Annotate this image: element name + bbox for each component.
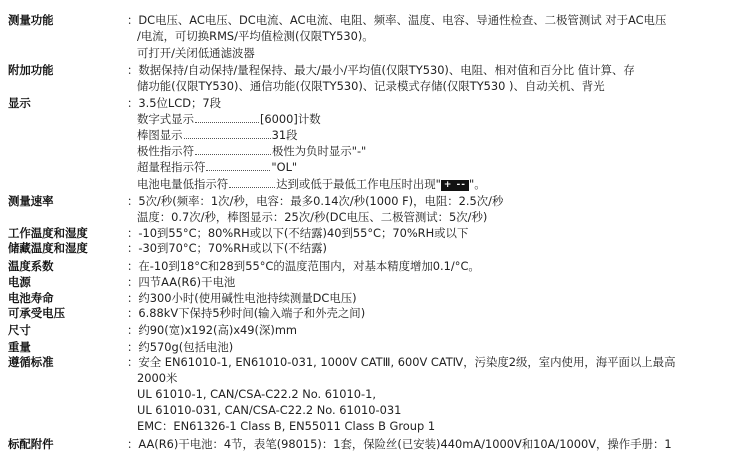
storage-temp-value: ：-30到70°C；70%RH或以下(不结露) <box>127 241 327 255</box>
standards-line-1: ：安全 EN61010-1, EN61010-031, 1000V CATⅢ, 600V CATⅣ，污染度2级，室内使用，海平面以上最高 <box>127 355 676 369</box>
measure-functions-line-3: 可打开/关闭低通滤波器 <box>137 46 255 60</box>
standards-line-5: EMC：EN61326-1 Class B, EN55011 Class B Group 1 <box>137 419 436 433</box>
withstand-voltage-value: ：6.88kV下保持5秒时间(输入端子和外壳之间) <box>127 306 366 320</box>
display-item-polarity <box>137 143 366 159</box>
label-storage-temp: 储藏温度和湿度 <box>8 241 88 255</box>
label-accessories: 标配附件 <box>8 437 54 451</box>
label-withstand-voltage: 可承受电压 <box>8 306 65 320</box>
display-item-name: 棒图显示 <box>137 128 183 142</box>
display-item-suffix: "。 <box>469 177 486 191</box>
label-standards: 遵循标准 <box>8 355 54 369</box>
display-item-name: 电池电量低指示符 <box>137 177 229 191</box>
low-battery-icon: + -- <box>441 180 469 191</box>
battery-life-value: ：约300小时(使用碱性电池持续测量DC电压) <box>127 291 357 305</box>
display-item-name: 超量程指示符 <box>137 160 206 174</box>
leader-dots <box>195 145 271 155</box>
measure-speed-line-2: 温度：0.7次/秒，棒图显示：25次/秒(DC电压、二极管测试：5次/秒) <box>137 210 488 224</box>
display-item-bargraph <box>137 127 297 143</box>
label-measure-speed: 测量速率 <box>8 194 54 208</box>
extra-functions-line-2: 储功能(仅限TY530)、通信功能(仅限TY530)、记录模式存储(仅限TY530 )、自动关机、背光 <box>137 79 605 93</box>
label-battery-life: 电池寿命 <box>8 291 54 305</box>
label-power-supply: 电源 <box>8 275 31 289</box>
display-item-low-battery <box>137 176 486 192</box>
leader-dots <box>229 178 275 188</box>
display-main: ：3.5位LCD；7段 <box>127 96 221 110</box>
accessories-value: ：AA(R6)干电池：4节，表笔(98015)：1套，保险丝(已安装)440mA/1000V和10A/1000V，操作手册：1 <box>127 437 672 451</box>
standards-line-4: UL 61010-031, CAN/CSA-C22.2 No. 61010-031 <box>137 403 402 417</box>
display-item-value: [6000]计数 <box>259 112 321 126</box>
display-item-value: 达到或低于最低工作电压时出现" <box>276 177 441 191</box>
label-extra-functions: 附加功能 <box>8 63 54 77</box>
operating-temp-value: ：-10到55°C；80%RH或以下(不结露)40到55°C；70%RH或以下 <box>127 226 469 240</box>
display-item-value: 31段 <box>271 128 298 142</box>
display-item-name: 极性指示符 <box>137 144 194 158</box>
label-weight: 重量 <box>8 340 31 354</box>
leader-dots <box>195 113 259 123</box>
display-item-overrange <box>137 159 297 175</box>
display-item-value: 极性为负时显示"-" <box>271 144 367 158</box>
extra-functions-line-1: ：数据保持/自动保持/量程保持、最大/最小/平均值(仅限TY530)、电阻、相对值和百分比 值计算、存 <box>127 63 635 77</box>
leader-dots <box>206 161 270 171</box>
dimensions-value: ：约90(宽)x192(高)x49(深)mm <box>127 323 298 337</box>
leader-dots <box>184 129 271 139</box>
standards-line-2: 2000米 <box>137 371 178 385</box>
label-operating-temp: 工作温度和湿度 <box>8 226 88 240</box>
label-temp-coefficient: 温度系数 <box>8 259 54 273</box>
display-item-digital <box>137 111 321 127</box>
measure-functions-line-2: /电流，可切换RMS/平均值检测(仅限TY530)。 <box>137 29 374 43</box>
temp-coefficient-value: ：在-10到18°C和28到55°C的温度范围内，对基本精度增加0.1/°C。 <box>127 259 480 273</box>
measure-functions-line-1: ：DC电压、AC电压、DC电流、AC电流、电阻、频率、温度、电容、导通性检查、二极管测试 对于AC电压 <box>127 13 667 27</box>
standards-line-3: UL 61010-1, CAN/CSA-C22.2 No. 61010-1, <box>137 387 376 401</box>
display-item-name: 数字式显示 <box>137 112 194 126</box>
display-item-value: "OL" <box>271 160 298 174</box>
label-display: 显示 <box>8 96 31 110</box>
weight-value: ：约570g(包括电池) <box>127 340 234 354</box>
power-supply-value: ：四节AA(R6)干电池 <box>127 275 236 289</box>
label-dimensions: 尺寸 <box>8 323 31 337</box>
label-measure-functions: 测量功能 <box>8 13 54 27</box>
measure-speed-line-1: ：5次/秒(频率：1次/秒，电容：最多0.14次/秒(1000 F)，电阻：2.5次/秒 <box>127 194 504 208</box>
